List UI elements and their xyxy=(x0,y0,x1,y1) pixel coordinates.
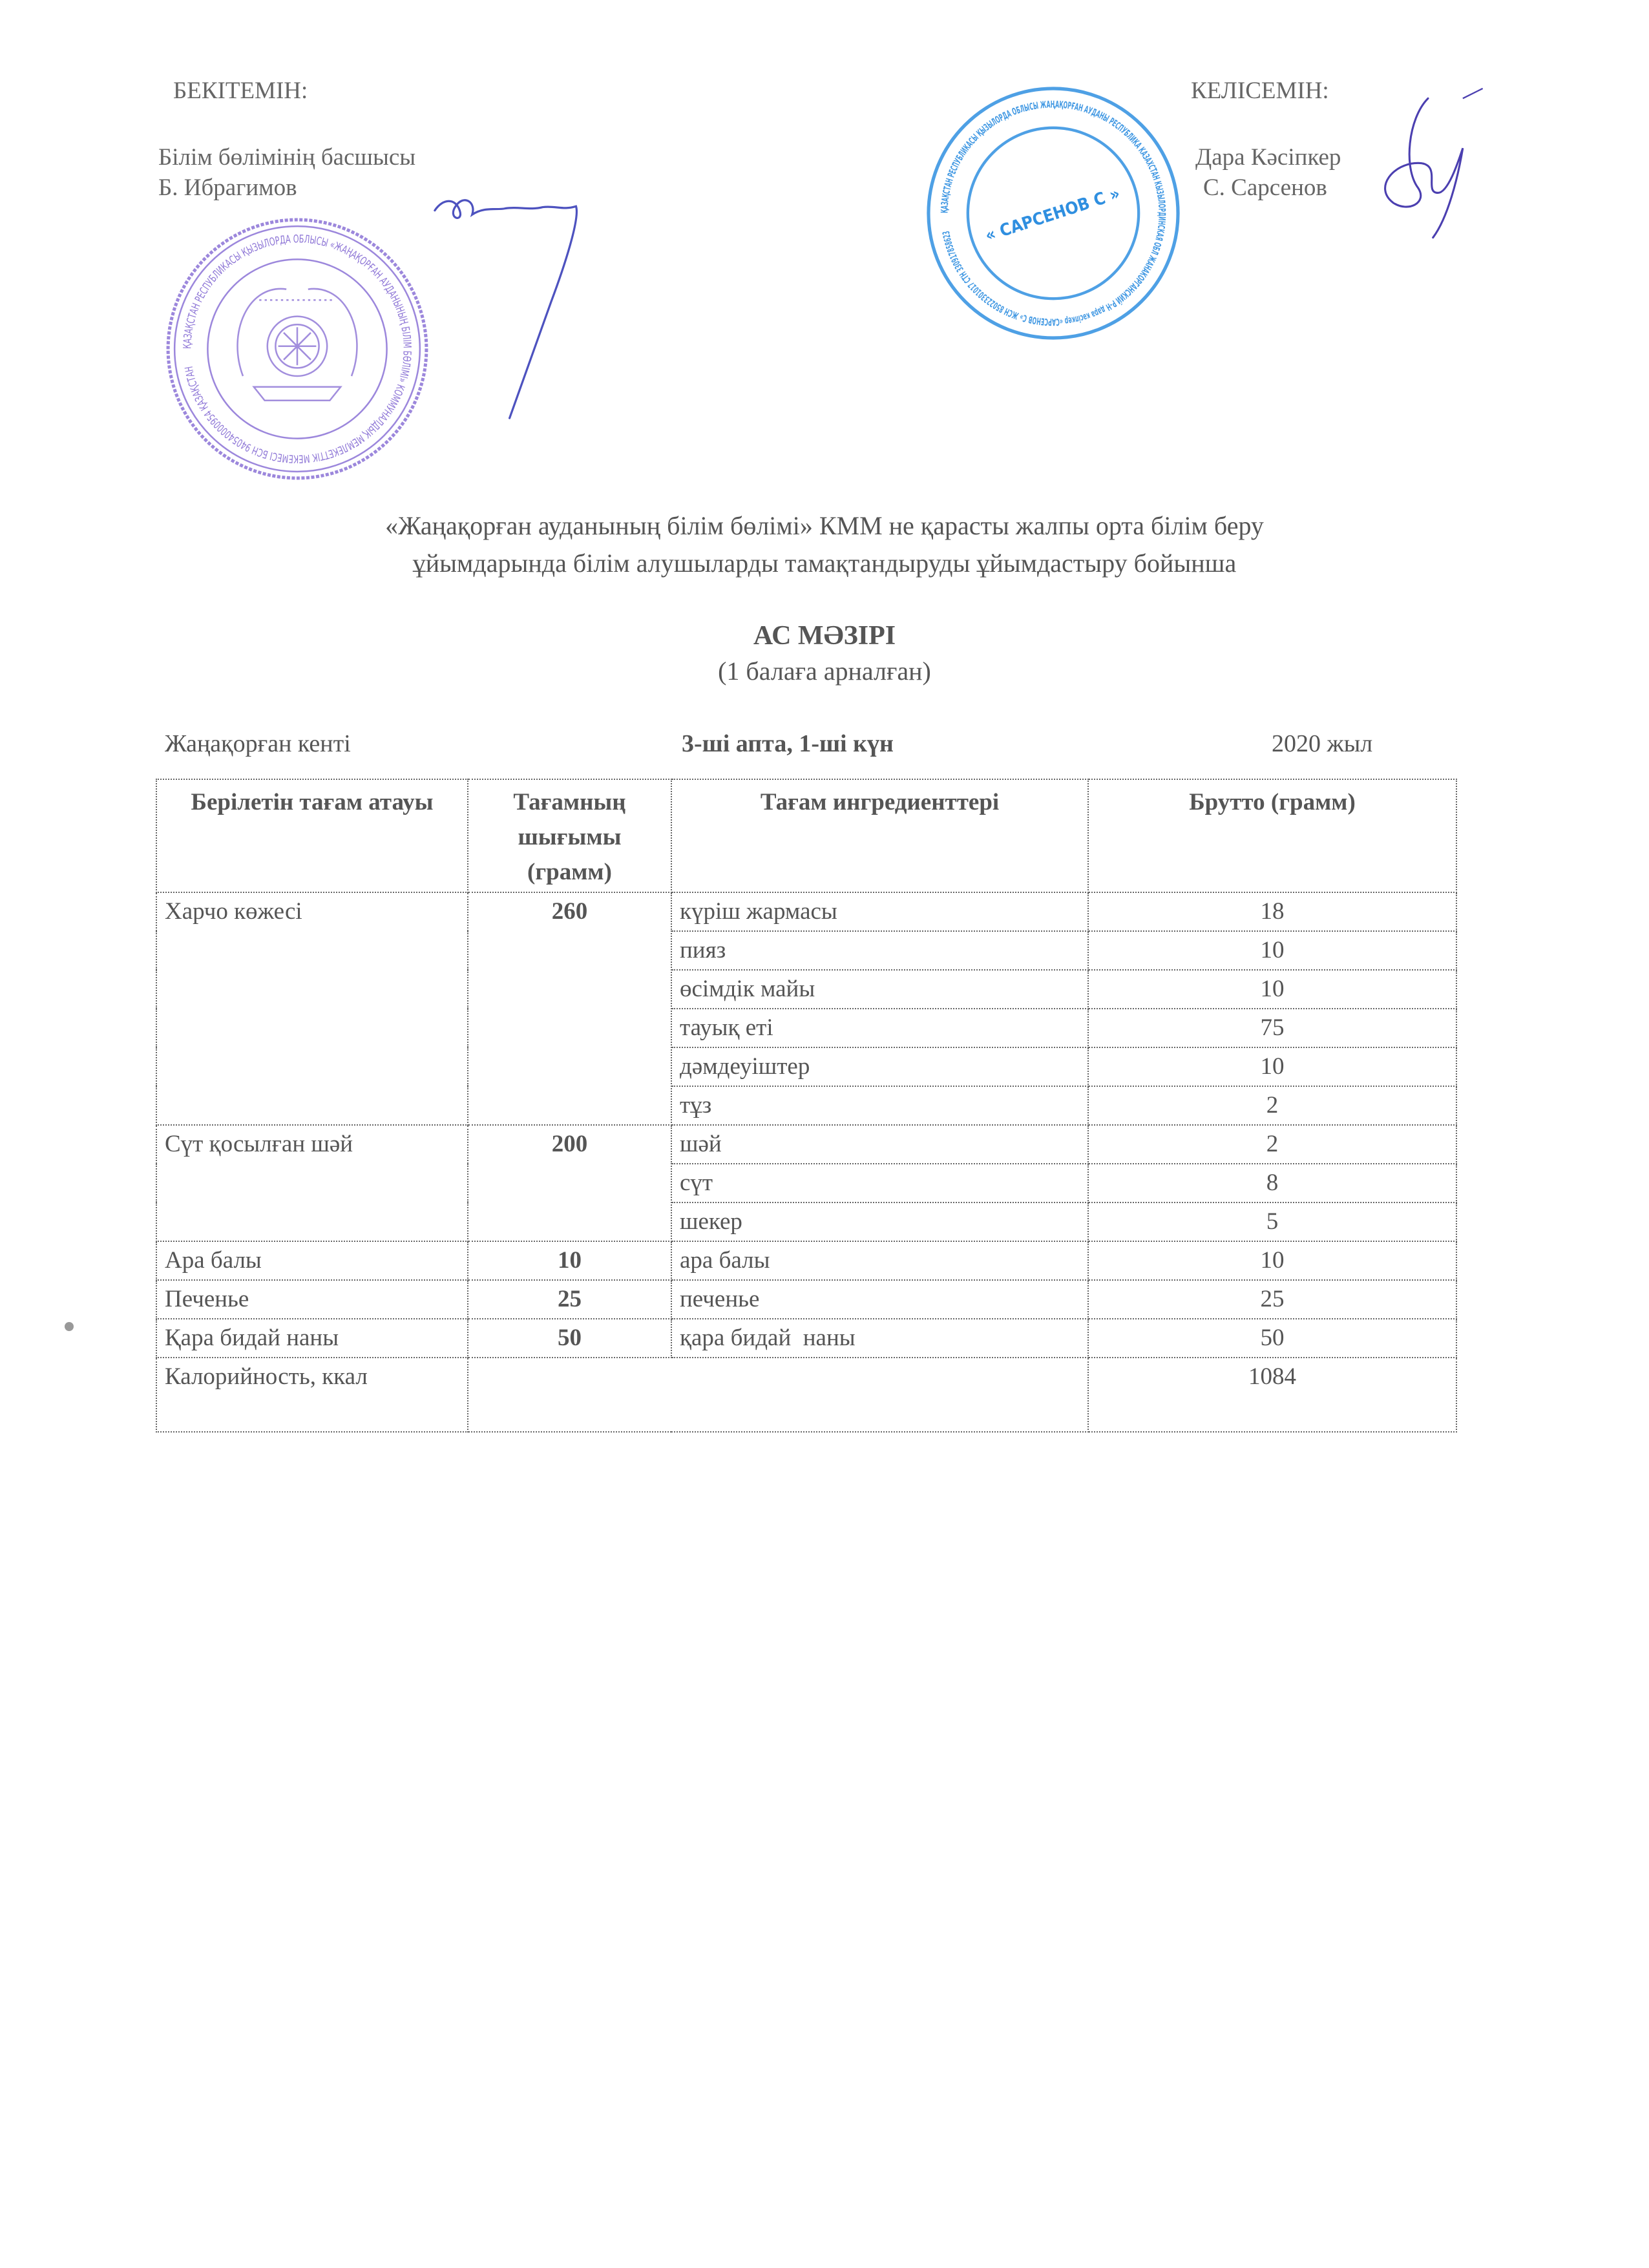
header-gross: Брутто (грамм) xyxy=(1088,779,1456,892)
ingredient-name: шекер xyxy=(671,1202,1088,1241)
ingredient-name: сүт xyxy=(671,1164,1088,1202)
ingredient-name: өсімдік майы xyxy=(671,970,1088,1009)
dish-output: 25 xyxy=(468,1280,671,1319)
ingredient-gross: 8 xyxy=(1088,1164,1456,1202)
approval-signature xyxy=(362,194,724,426)
header-dish-text: Берілетін тағам атауы xyxy=(191,789,434,815)
approval-name: Б. Ибрагимов xyxy=(158,174,297,201)
total-label-text: Калорийность, ккал xyxy=(165,1363,368,1390)
year: 2020 жыл xyxy=(1272,730,1373,757)
menu-heading: АС МӘЗІРІ xyxy=(753,621,896,651)
ingredient-gross: 75 xyxy=(1088,1009,1456,1047)
ingredient-gross: 25 xyxy=(1088,1280,1456,1319)
ingredient-name: печенье xyxy=(671,1280,1088,1319)
total-empty-cell xyxy=(468,1358,1088,1432)
document-title-line1: «Жаңақорған ауданының білім бөлімі» КММ не қарасты жалпы орта білім беру xyxy=(385,511,1264,540)
dish-name: Қара бидай наны xyxy=(156,1319,468,1358)
ingredient-row xyxy=(156,1280,1456,1319)
dish-name: Ара балы xyxy=(156,1241,468,1280)
dish-output: 260 xyxy=(468,892,671,1125)
ingredient-name: дәмдеуіштер xyxy=(671,1047,1088,1086)
dish-name: Печенье xyxy=(156,1280,468,1319)
ingredient-gross: 10 xyxy=(1088,1047,1456,1086)
menu-subheading: (1 балаға арналған) xyxy=(718,656,931,686)
header-output-text: Тағамның шығымы (грамм) xyxy=(513,789,626,885)
menu-table-body xyxy=(156,892,1456,1358)
header-dish xyxy=(156,779,468,892)
agreement-position: Дара Кәсіпкер xyxy=(1195,144,1341,171)
dish-output: 200 xyxy=(468,1125,671,1241)
ingredient-name: тауық еті xyxy=(671,1009,1088,1047)
dish-output: 50 xyxy=(468,1319,671,1358)
ingredient-gross: 18 xyxy=(1088,892,1456,931)
approval-position: Білім бөлімінің басшысы xyxy=(158,144,416,171)
ingredient-gross: 10 xyxy=(1088,1241,1456,1280)
agreement-stamp-text: ҚАЗАҚСТАН РЕСПУБЛИКАСЫ ҚЫЗЫЛОРДА ОБЛЫСЫ ЖАҢАҚОРҒАН АУДАНЫ РЕСПУБЛИКА КАЗАХСТАН КЫЗЫЛОРДИНСКАЯ ОБЛ ЖАНАКОРГАНСКИЙ Р-Н дара кәсіпкер «САРСЕНОВ С» ЖСН 850223301017 СТН 330917858623 xyxy=(939,98,1168,328)
approval-stamp-text: ҚАЗАҚСТАН РЕСПУБЛИКАСЫ ҚЫЗЫЛОРДА ОБЛЫСЫ «ЖАҢАҚОРҒАН АУДАНЫНЫҢ БІЛІМ БӨЛІМІ» КОММУНАЛДЫҚ МЕМЛЕКЕТТІК МЕКЕМЕСІ БСН 940540000954 ҚАЗАҚСТАН xyxy=(180,232,414,466)
ingredient-gross: 10 xyxy=(1088,931,1456,970)
agreement-signature xyxy=(1363,71,1493,265)
agreement-stamp xyxy=(924,84,1182,342)
approval-label: БЕКІТЕМІН: xyxy=(173,78,308,104)
ingredient-name: шәй xyxy=(671,1125,1088,1164)
agreement-stamp-center: « САРСЕНОВ С » xyxy=(983,179,1137,246)
ingredient-gross: 2 xyxy=(1088,1086,1456,1125)
dish-name: Сүт қосылған шәй xyxy=(156,1125,468,1241)
ingredient-name: қара бидай наны xyxy=(671,1319,1088,1358)
dish-name: Харчо көжесі xyxy=(156,892,468,1125)
location: Жаңақорған кенті xyxy=(165,730,351,757)
ingredient-gross: 5 xyxy=(1088,1202,1456,1241)
emblem-icon xyxy=(238,289,357,401)
agreement-label: КЕЛІСЕМІН: xyxy=(1191,78,1329,104)
document-title-line2: ұйымдарында білім алушыларды тамақтандыруды ұйымдастыру бойынша xyxy=(412,549,1237,578)
header-ingredients: Тағам ингредиенттері xyxy=(671,779,1088,892)
ingredient-row xyxy=(156,1241,1456,1280)
total-label xyxy=(156,1358,468,1432)
ingredient-row xyxy=(156,1319,1456,1358)
ingredient-name: тұз xyxy=(671,1086,1088,1125)
ingredient-gross: 50 xyxy=(1088,1319,1456,1358)
ingredient-name: ара балы xyxy=(671,1241,1088,1280)
ingredient-gross: 10 xyxy=(1088,970,1456,1009)
ingredient-row xyxy=(156,1125,1456,1164)
ingredient-row xyxy=(156,892,1456,931)
ingredient-gross: 2 xyxy=(1088,1125,1456,1164)
dish-output: 10 xyxy=(468,1241,671,1280)
ingredient-name: пияз xyxy=(671,931,1088,970)
total-row xyxy=(156,1358,1456,1432)
menu-table xyxy=(156,779,1457,1433)
header-output xyxy=(468,779,671,892)
total-calories: 1084 xyxy=(1088,1358,1456,1432)
agreement-name: С. Сарсенов xyxy=(1203,174,1327,201)
week-day: 3-ші апта, 1-ші күн xyxy=(682,730,894,757)
scan-speck xyxy=(65,1322,74,1331)
ingredient-name: күріш жармасы xyxy=(671,892,1088,931)
